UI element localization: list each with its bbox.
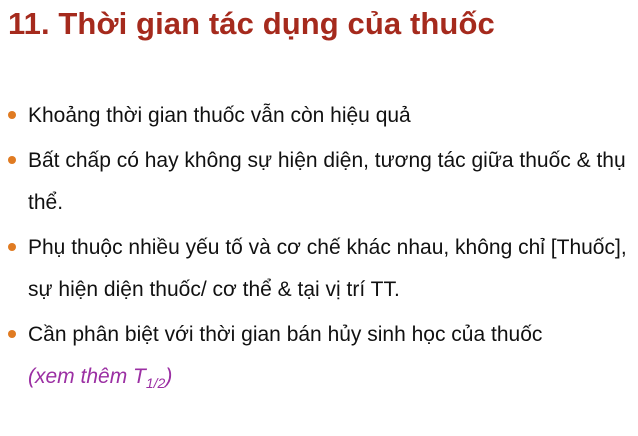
half-life-subscript: 1/2	[145, 375, 166, 391]
bullet-text: Cần phân biệt với thời gian bán hủy sinh học của thuốc	[28, 323, 543, 346]
half-life-note-prefix: (xem thêm T	[28, 365, 146, 388]
bullet-dot-icon	[8, 330, 16, 338]
bullet-text: Khoảng thời gian thuốc vẫn còn hiệu quả	[28, 104, 411, 127]
bullet-text: Phụ thuộc nhiều yếu tố và cơ chế khác nhau, không chỉ [Thuốc], sự hiện diện thuốc/ cơ thể & tại vị trí TT.	[28, 236, 627, 301]
bullet-item-factors	[8, 227, 633, 311]
bullet-item-receptor	[8, 140, 633, 224]
bullet-dot-icon	[8, 111, 16, 119]
slide-title: 11. Thời gian tác dụng của thuốc	[8, 6, 495, 41]
half-life-note-suffix: )	[165, 365, 173, 388]
bullet-text: Bất chấp có hay không sự hiện diện, tương tác giữa thuốc & thụ thể.	[28, 149, 626, 214]
bullet-list	[8, 95, 633, 398]
half-life-note	[28, 365, 173, 391]
bullet-dot-icon	[8, 156, 16, 164]
bullet-item-duration	[8, 95, 633, 137]
bullet-item-half-life	[8, 314, 633, 398]
bullet-dot-icon	[8, 243, 16, 251]
